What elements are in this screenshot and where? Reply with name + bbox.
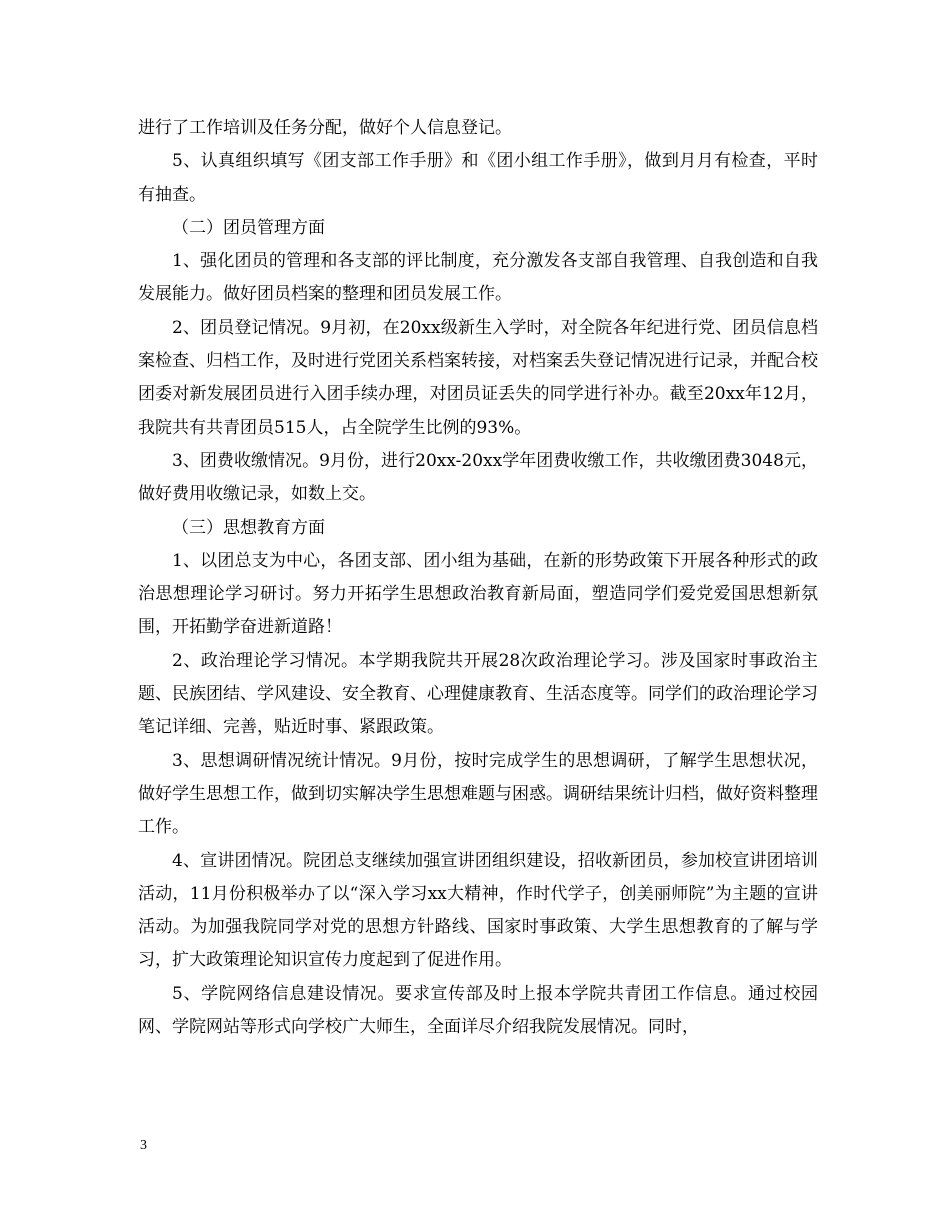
section-heading-ideological-education: （三）思想教育方面 [172,517,325,538]
paragraph-member-registration-2: 2、团员登记情况。9月初，在20xx级新生入学时，对全院各年纪进行党、团员信息档案检查、归档工作，及时进行党团关系档案转接，对档案丢失登记情况进行记录，并配合校团委对新发展团员进行入团手续办理，对团员证丢失的同学进行补办。截至20xx年12月，我院共有共青团员515人，占全院学生比例的93%。 [138,317,818,438]
paragraph-item-5-handbook: 5、认真组织填写《团支部工作手册》和《团小组工作手册》，做到月月有检查，平时有抽查。 [138,151,818,205]
paragraph-political-study-2: 2、政治理论学习情况。本学期我院共开展28次政治理论学习。涉及国家时事政治主题、民族团结、学风建设、安全教育、心理健康教育、生活态度等。同学们的政治理论学习笔记详细、完善，贴近时事、紧跟政策。 [138,650,818,738]
paragraph-dues-collection-3: 3、团费收缴情况。9月份，进行20xx-20xx学年团费收缴工作，共收缴团费3048元，做好费用收缴记录，如数上交。 [138,450,818,505]
paragraph-member-management-1: 1、强化团员的管理和各支部的评比制度，充分激发各支部自我管理、自我创造和自我发展能力。做好团员档案的整理和团员发展工作。 [138,251,818,305]
section-heading-member-management: （二）团员管理方面 [172,217,325,238]
paragraph-survey-3: 3、思想调研情况统计情况。9月份，按时完成学生的思想调研，了解学生思想状况，做好学生思想工作，做到切实解决学生思想难题与困惑。调研结果统计归档，做好资料整理工作。 [138,750,818,838]
paragraph-network-5: 5、学院网络信息建设情况。要求宣传部及时上报本学院共青团工作信息。通过校园网、学院网站等形式向学校广大师生，全面详尽介绍我院发展情况。同时， [138,983,818,1038]
paragraph-ideology-1: 1、以团总支为中心，各团支部、团小组为基础，在新的形势政策下开展各种形式的政治思想理论学习研讨。努力开拓学生思想政治教育新局面，塑造同学们爱党爱国思想新氛围，开拓勤学奋进新道路！ [138,550,818,638]
paragraph-lecture-group-4: 4、宣讲团情况。院团总支继续加强宣讲团组织建设，招收新团员，参加校宣讲团培训活动，11月份积极举办了以“深入学习xx大精神，作时代学子，创美丽师院”为主题的宣讲活动。为加强我院同学对党的思想方针路线、国家时事政策、大学生思想教育的了解与学习，扩大政策理论知识宣传力度起到了促进作用。 [138,850,818,971]
page-number: 3 [140,1138,147,1153]
paragraph-continuation: 进行了工作培训及任务分配，做好个人信息登记。 [138,118,512,138]
document-body [138,112,818,1044]
